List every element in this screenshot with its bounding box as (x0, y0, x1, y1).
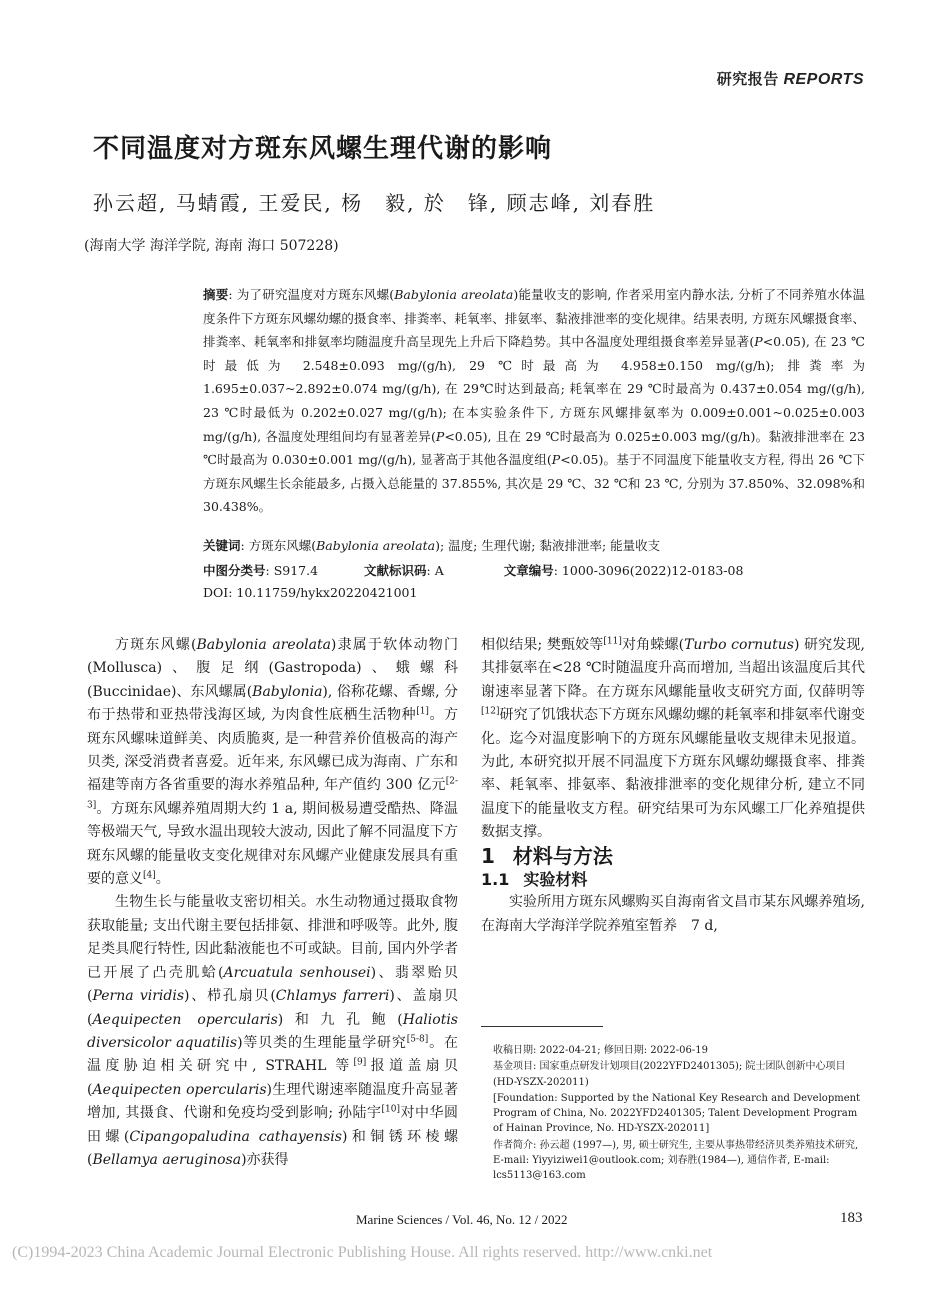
text: 生物生长与能量收支密切相关。水生动物通过摄取食物获取能量; 支出代谢主要包括排氨、排泄和呼吸等。此外, 腹足类具爬行特性, 因此黏液能也不可或缺。目前, 国内外学者已开展了凸壳肌蛤( (87, 894, 458, 981)
clc-label: 中图分类号 (203, 563, 266, 578)
text: 。 (155, 871, 170, 888)
text: 对中华圆田螺( (87, 1105, 458, 1145)
text: 报道盖扇贝( (87, 1058, 459, 1098)
clc-value: : S917.4 (265, 563, 319, 578)
text: )隶属于软体动物门(Mollusca)、腹足纲(Gastropoda)、蛾螺科(Buccinidae)、东风螺属( (87, 637, 458, 700)
text: )和九孔鲍( (277, 1011, 403, 1028)
text: )生理代谢速率随温度升高显著增加, 其摄食、代谢和免疫均受到影响; 孙陆宇 (87, 1081, 458, 1122)
species-name: Babylonia (252, 683, 323, 700)
section-heading-1-1 (481, 868, 865, 891)
text: )、翡翠贻贝( (87, 964, 458, 1005)
article-number-value: : 1000-3096(2022)12-0183-08 (553, 563, 744, 578)
abstract-text: <0.05), 在 23 ℃时最低为 2.548±0.093 mg/(g/h), 29 ℃时最高为 4.958±0.150 mg/(g/h); 排粪率为 1.695±0.037~2.892±0.074 mg/(g/h), 在 29℃时达到最高; 耗氧率在 29 ℃时最高为 0.437±0.054 mg/(g/h), 23 ℃时最低为 0.202±0.027 mg/(g/h); 在本实验条件下, 方斑东风螺排氨率为 0.009±0.001~0.025±0.003 mg/(g/h), 各温度处理组间均有显著差异( (203, 334, 865, 444)
citation: [5-8] (406, 1034, 429, 1045)
footer-journal: Marine Sciences / Vol. 46, No. 12 / 2022 (356, 1212, 568, 1227)
keywords-text: : 方斑东风螺( (240, 538, 317, 553)
body-right-column (481, 634, 865, 938)
text: )等贝类的生理能量学研究 (237, 1034, 407, 1051)
section-label (717, 68, 864, 89)
abstract-text: )能量收支的影响, 作者采用室内静水法, 分析了不同养殖水体温度条件下方斑东风螺幼螺的摄食率、排粪率、耗氧率、排氨率、黏液排泄率的变化规律。结果表明, 方斑东风螺摄食率、排粪率、耗氧率和排氨率均随温度升高呈现先上升后下降趋势。其中各温度处理组摄食率差异显著( (203, 287, 865, 350)
abstract-label: 摘要 (203, 287, 229, 302)
abstract-text: : 为了研究温度对方斑东风螺( (228, 287, 395, 302)
doc-code-label: 文献标识码 (364, 563, 427, 578)
section-title: 材料与方法 (512, 843, 613, 868)
p-symbol: P (435, 428, 445, 444)
keywords-text: ); 温度; 生理代谢; 黏液排泄率; 能量收支 (435, 538, 661, 553)
section-title: 实验材料 (523, 870, 588, 890)
text: 。方斑东风螺味道鲜美、肉质脆爽, 是一种营养价值极高的海产贝类, 深受消费者喜爱。近年来, 东风螺已成为海南、广东和福建等南方各省重要的海水养殖品种, 年产值约 300 亿元 (87, 707, 459, 794)
text: )亦获得 (241, 1151, 289, 1168)
species-name: Babylonia areolata (196, 637, 331, 653)
footnote-fund-en: [Foundation: Supported by the National Key Research and Development Program of China, No. 2022YFD2401305; Talent Development Program of Hainan Province, No. HD-YSZX-202011] (493, 1092, 861, 1135)
species-name: Aequipecten opercularis (92, 1011, 278, 1028)
text: ), 俗称花螺、香螺, 分布于热带和亚热带浅海区域, 为肉食性底栖生活物种 (87, 683, 459, 724)
body-paragraph-3 (481, 634, 865, 845)
doc-code-value: : A (426, 563, 444, 578)
section-heading-1 (481, 845, 865, 868)
section-label-en: REPORTS (783, 71, 864, 88)
keywords-label: 关键词 (203, 538, 241, 553)
footnote-divider (481, 1026, 603, 1027)
classification-line (203, 561, 865, 579)
text: 。在温度胁迫相关研究中, STRAHL 等 (87, 1034, 458, 1075)
citation: [2-3] (87, 776, 458, 811)
keywords (203, 536, 865, 554)
text: )、栉孔扇贝( (184, 988, 276, 1005)
text: 。方斑东风螺养殖周期大约 1 a, 期间极易遭受酷热、降温等极端天气, 导致水温出现较大波动, 因此了解不同温度下方斑东风螺的能量收支变化规律对东风螺产业健康发展具有重要的意义 (87, 800, 458, 888)
section-number: 1.1 (481, 870, 510, 890)
species-name: Arcuatula senhousei (223, 964, 371, 981)
citation: [9] (353, 1057, 367, 1068)
footnote-fund: 基金项目: 国家重点研发计划项目(2022YFD2401305); 院士团队创新中心项目(HD-YSZX-202011) (493, 1061, 846, 1088)
text: )和铜锈环棱螺( (87, 1128, 458, 1168)
abstract (203, 283, 865, 519)
footnotes (493, 1043, 865, 1185)
citation: [12] (481, 706, 500, 717)
body-left-column (87, 634, 458, 1172)
text: ) 研究发现, 其排氨率在<28 ℃时随温度升高而增加, 当超出该温度后其代谢速率显著下降。在方斑东风螺能量收支研究方面, 仅薛明等 (481, 637, 865, 700)
footnote-author: 作者简介: 孙云超 (1997—), 男, 硕士研究生, 主要从事热带经济贝类养殖技术研究, E-mail: Yiyyiziwei1@outlook.com; 刘春胜(1984—), 通信作者, E-mail: lcs5113@163.com (493, 1139, 859, 1182)
species-name: Haliotis diversicolor aquatilis (87, 1011, 458, 1051)
affiliation: (海南大学 海洋学院, 海南 海口 507228) (84, 238, 339, 254)
copyright-watermark: (C)1994-2023 China Academic Journal Electronic Publishing House. All rights reserved. http://www.cnki.net (12, 1244, 713, 1261)
species-name: Turbo cornutus (684, 637, 794, 653)
citation: [11] (603, 636, 622, 647)
text: 方斑东风螺( (115, 637, 197, 653)
p-symbol: P (754, 334, 763, 350)
section-number: 1 (481, 843, 495, 868)
text: 研究了饥饿状态下方斑东风螺幼螺的耗氧率和排氨率代谢变化。迄今对温度影响下的方斑东风螺能量收支规律未见报道。为此, 本研究拟开展不同温度下方斑东风螺幼螺摄食率、排粪率、耗氧率、排氨率、黏液排泄率的变化规律分析, 建立不同温度下的能量收支方程。研究结果可为东风螺工厂化养殖提供数据支撑。 (481, 707, 865, 841)
body-paragraph-2 (87, 891, 458, 1172)
abstract-text: <0.05)。基于不同温度下能量收支方程, 得出 26 ℃下方斑东风螺生长余能最多, 占摄入总能量的 37.855%, 其次是 29 ℃、32 ℃和 23 ℃, 分别为 37.850%、32.098%和 30.438%。 (203, 452, 866, 515)
section-label-cn: 研究报告 (716, 71, 779, 88)
body-paragraph-1 (87, 634, 458, 891)
p-symbol: P (551, 452, 561, 468)
text: 对角蝾螺( (621, 637, 685, 653)
doi: DOI: 10.11759/hykx20220421001 (203, 585, 418, 600)
species-name: Babylonia areolata (394, 287, 514, 302)
species-name: Babylonia areolata (316, 538, 436, 553)
author-list: 孙云超, 马蜻霞, 王爱民, 杨 毅, 於 锋, 顾志峰, 刘春胜 (93, 191, 656, 215)
article-number-label: 文章编号 (503, 563, 554, 578)
citation: [1] (416, 706, 429, 717)
citation: [10] (381, 1104, 400, 1115)
body-paragraph-4: 实验所用方斑东风螺购买自海南省文昌市某东风螺养殖场, 在海南大学海洋学院养殖室暂养 7 d, (481, 894, 865, 934)
species-name: Bellamya aeruginosa (92, 1151, 242, 1168)
abstract-text: <0.05), 且在 29 ℃时最高为 0.025±0.003 mg/(g/h)。黏液排泄率在 23 ℃时最高为 0.030±0.001 mg/(g/h), 显著高于其他各温度组( (203, 428, 865, 468)
text: )、盖扇贝( (87, 988, 458, 1028)
species-name: Cipangopaludina cathayensis (129, 1128, 342, 1145)
footnote-received: 收稿日期: 2022-04-21; 修回日期: 2022-06-19 (493, 1045, 708, 1056)
text: 相似结果; 樊甄姣等 (481, 637, 604, 653)
citation: [4] (143, 870, 156, 881)
species-name: Aequipecten opercularis (92, 1081, 267, 1098)
species-name: Chlamys farreri (275, 988, 390, 1005)
page-number: 183 (840, 1210, 863, 1226)
paper-title: 不同温度对方斑东风螺生理代谢的影响 (93, 134, 553, 164)
species-name: Perna viridis (92, 988, 185, 1005)
